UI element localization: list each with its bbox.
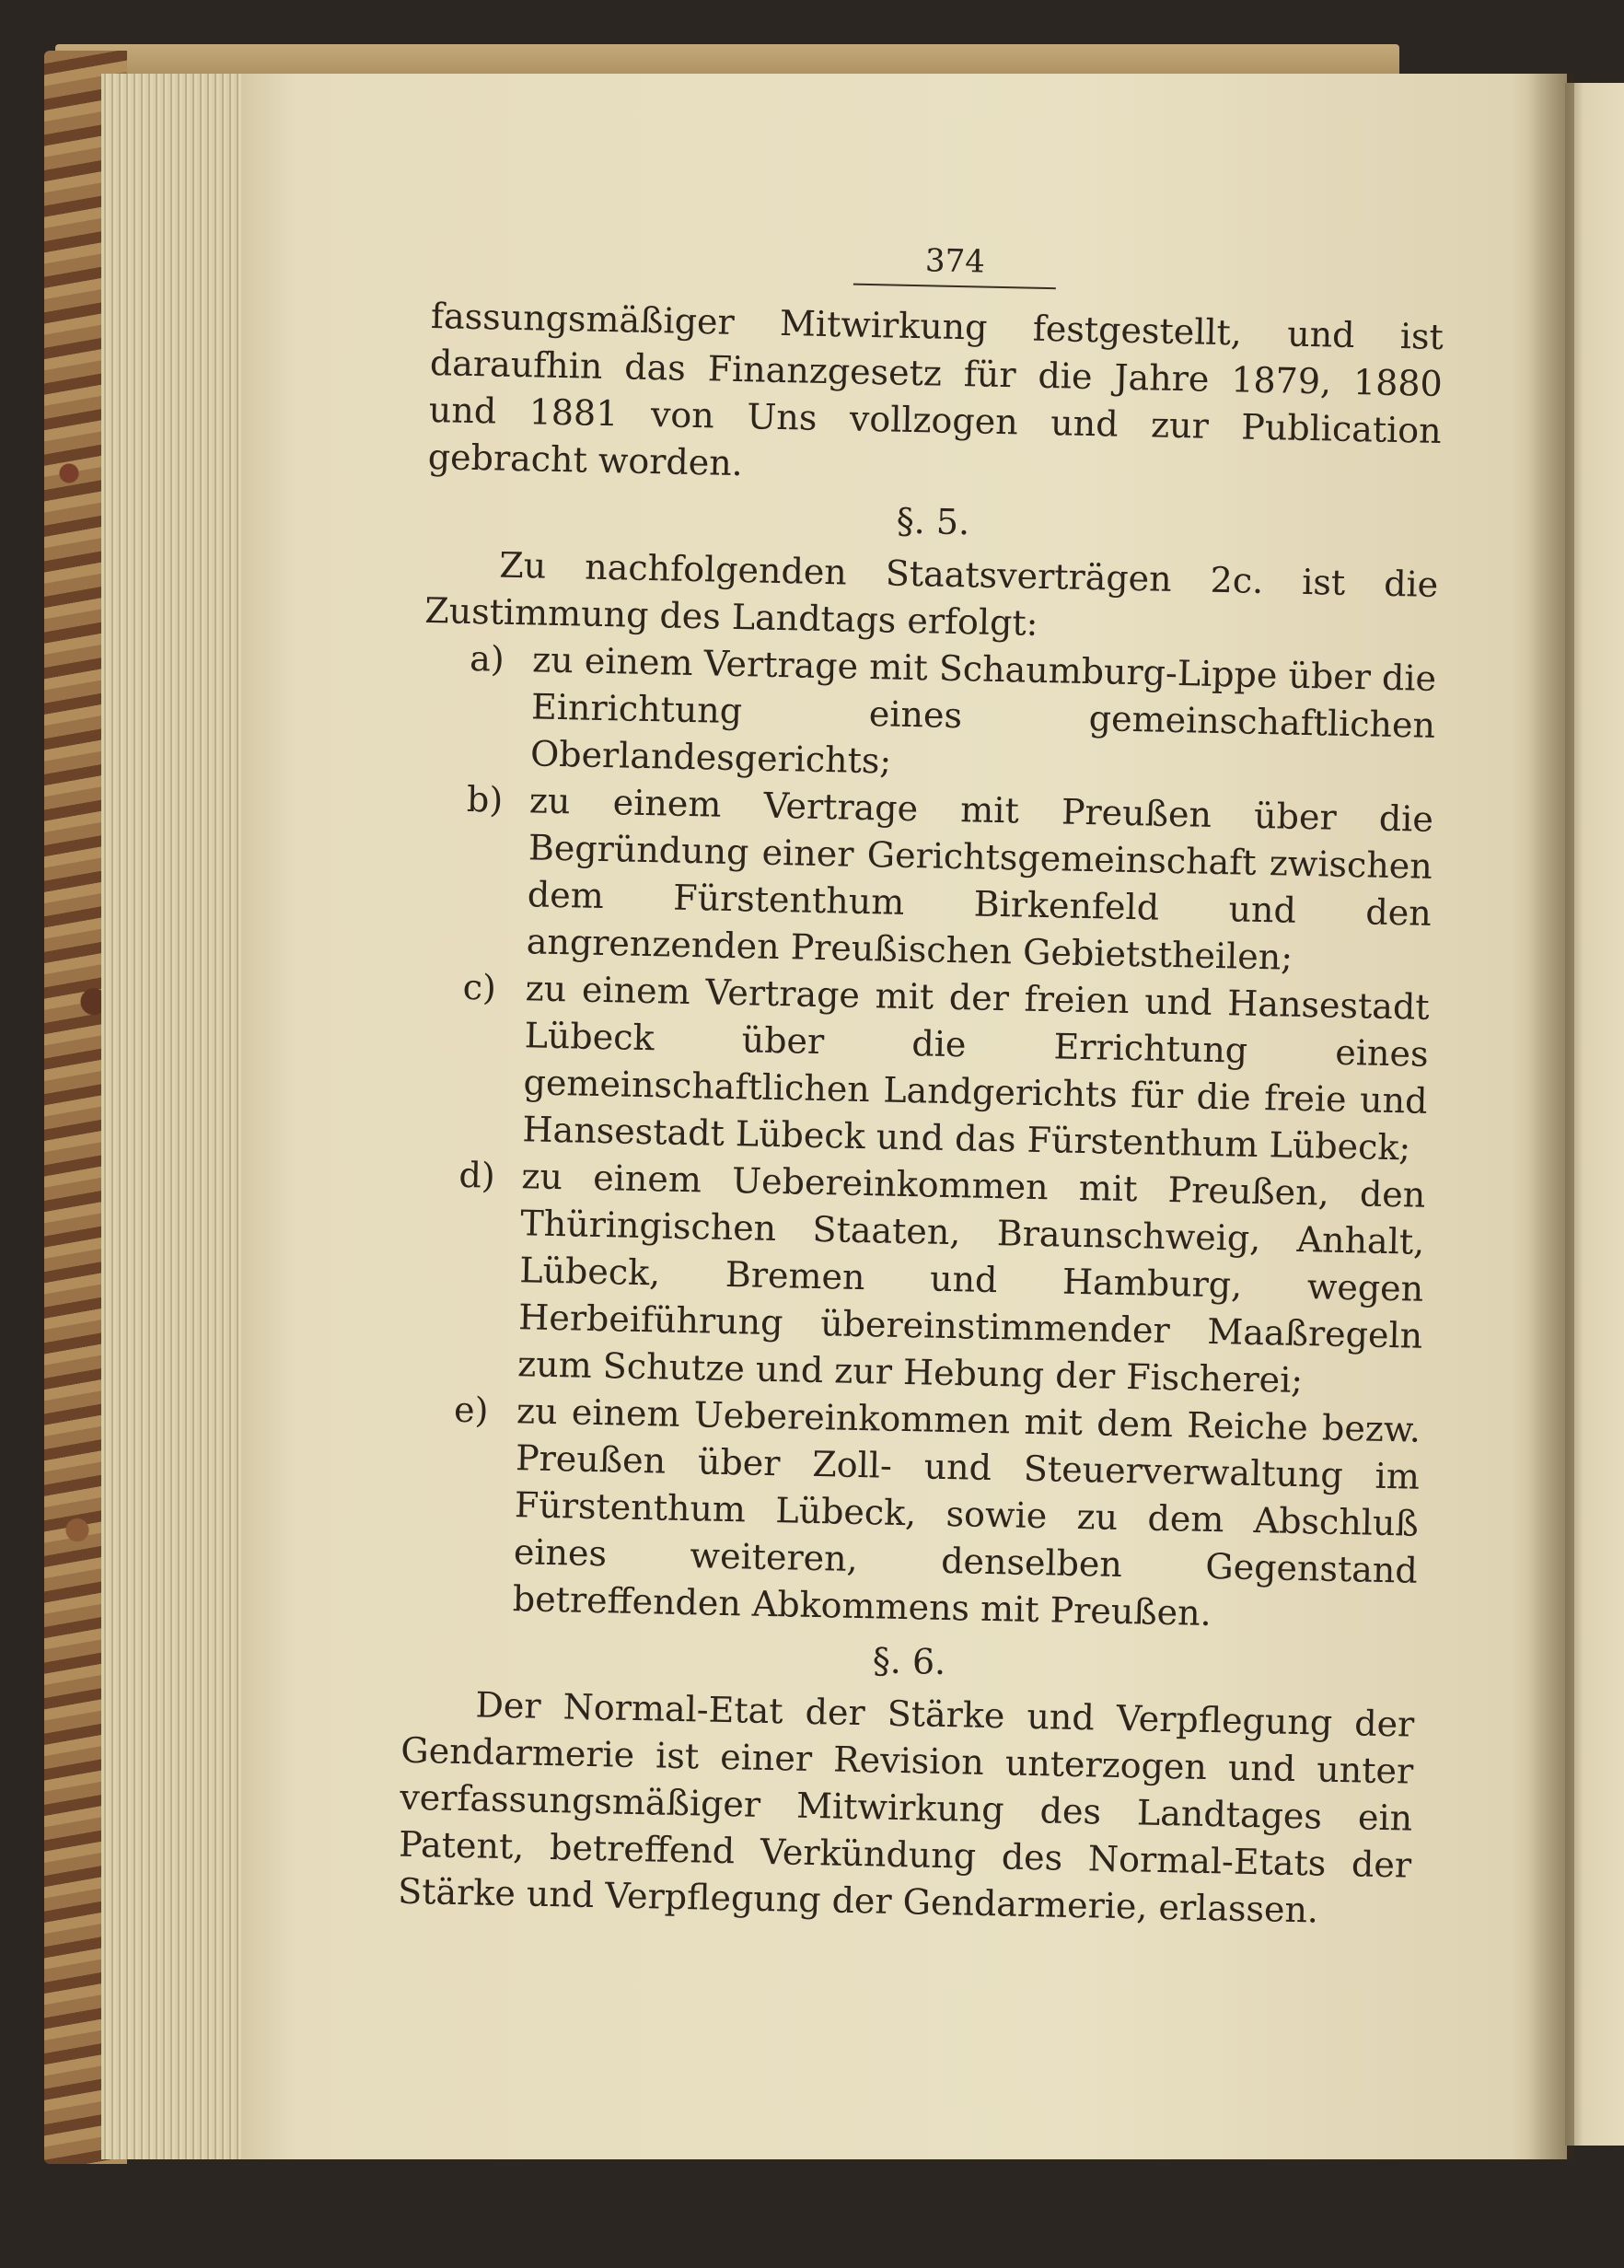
treaty-list bbox=[403, 634, 1436, 1642]
item-text: zu einem Vertrage mit Schaumburg-Lippe über die Einrichtung eines gemeinschaftlichen Oberlandesgerichts; bbox=[529, 639, 1437, 782]
item-text: zu einem Vertrage mit Preußen über die Begründung einer Gerichtsgemeinschaft zwischen dem Fürstenthum Birkenfeld und den angrenzenden Preußischen Gebietstheilen; bbox=[526, 780, 1434, 978]
list-item bbox=[413, 963, 1430, 1172]
item-label: b) bbox=[466, 778, 504, 820]
item-label: d) bbox=[458, 1154, 496, 1196]
item-label: e) bbox=[453, 1389, 489, 1431]
item-text: zu einem Uebereinkommen mit Preußen, den Thüringischen Staaten, Braunschweig, Anhalt, Lübeck, Bremen und Hamburg, wegen Herbeiführung übereinstimmender Maaßregeln zum Schutze und zur Hebung der Fischerei; bbox=[516, 1156, 1426, 1402]
section-5-intro: Zu nachfolgenden Staatsverträgen 2c. ist die Zustimmung des Landtags erfolgt: bbox=[423, 544, 1439, 644]
item-text: zu einem Uebereinkommen mit dem Reiche bezw. Preußen über Zoll- und Steuerverwaltung im Fürstenthum Lübeck, sowie zu dem Abschluß eines weiteren, denselben Gegenstand betreffenden Abkommens mit Preußen. bbox=[512, 1390, 1421, 1634]
item-label: a) bbox=[469, 637, 505, 680]
list-item bbox=[417, 775, 1433, 984]
section-6-heading: §. 6. bbox=[872, 1640, 946, 1683]
section-6-text: Der Normal-Etat der Stärke und Verpflegung der Gendarmerie ist einer Revision unterzogen und unter verfassungsmäßiger Mitwirkung des Landtages ein Patent, betreffend Verkündung des Normal-Etats der Stärke und Verpflegung der Gendarmerie, erlassen. bbox=[397, 1684, 1415, 1931]
list-item bbox=[422, 634, 1437, 797]
gutter-shadow bbox=[1528, 74, 1574, 2159]
opening-paragraph: fassungsmäßiger Mitwirkung festgestellt, und ist daraufhin das Finanzgesetz für die Jahre 1879, 1880 und 1881 von Uns vollzogen und zur Publication gebracht worden. bbox=[427, 295, 1444, 484]
item-label: c) bbox=[462, 966, 497, 1008]
list-item bbox=[403, 1386, 1421, 1642]
list-item bbox=[409, 1151, 1426, 1407]
section-5-heading: §. 5. bbox=[896, 500, 970, 543]
page-text bbox=[398, 230, 1445, 1937]
item-text: zu einem Vertrage mit der freien und Hansestadt Lübeck über die Errichtung eines gemeinschaftlichen Landgerichts für die freie und Hansestadt Lübeck und das Fürstenthum Lübeck; bbox=[522, 968, 1431, 1169]
page-number: 374 bbox=[853, 239, 1057, 290]
page-stack-edge bbox=[101, 74, 258, 2159]
